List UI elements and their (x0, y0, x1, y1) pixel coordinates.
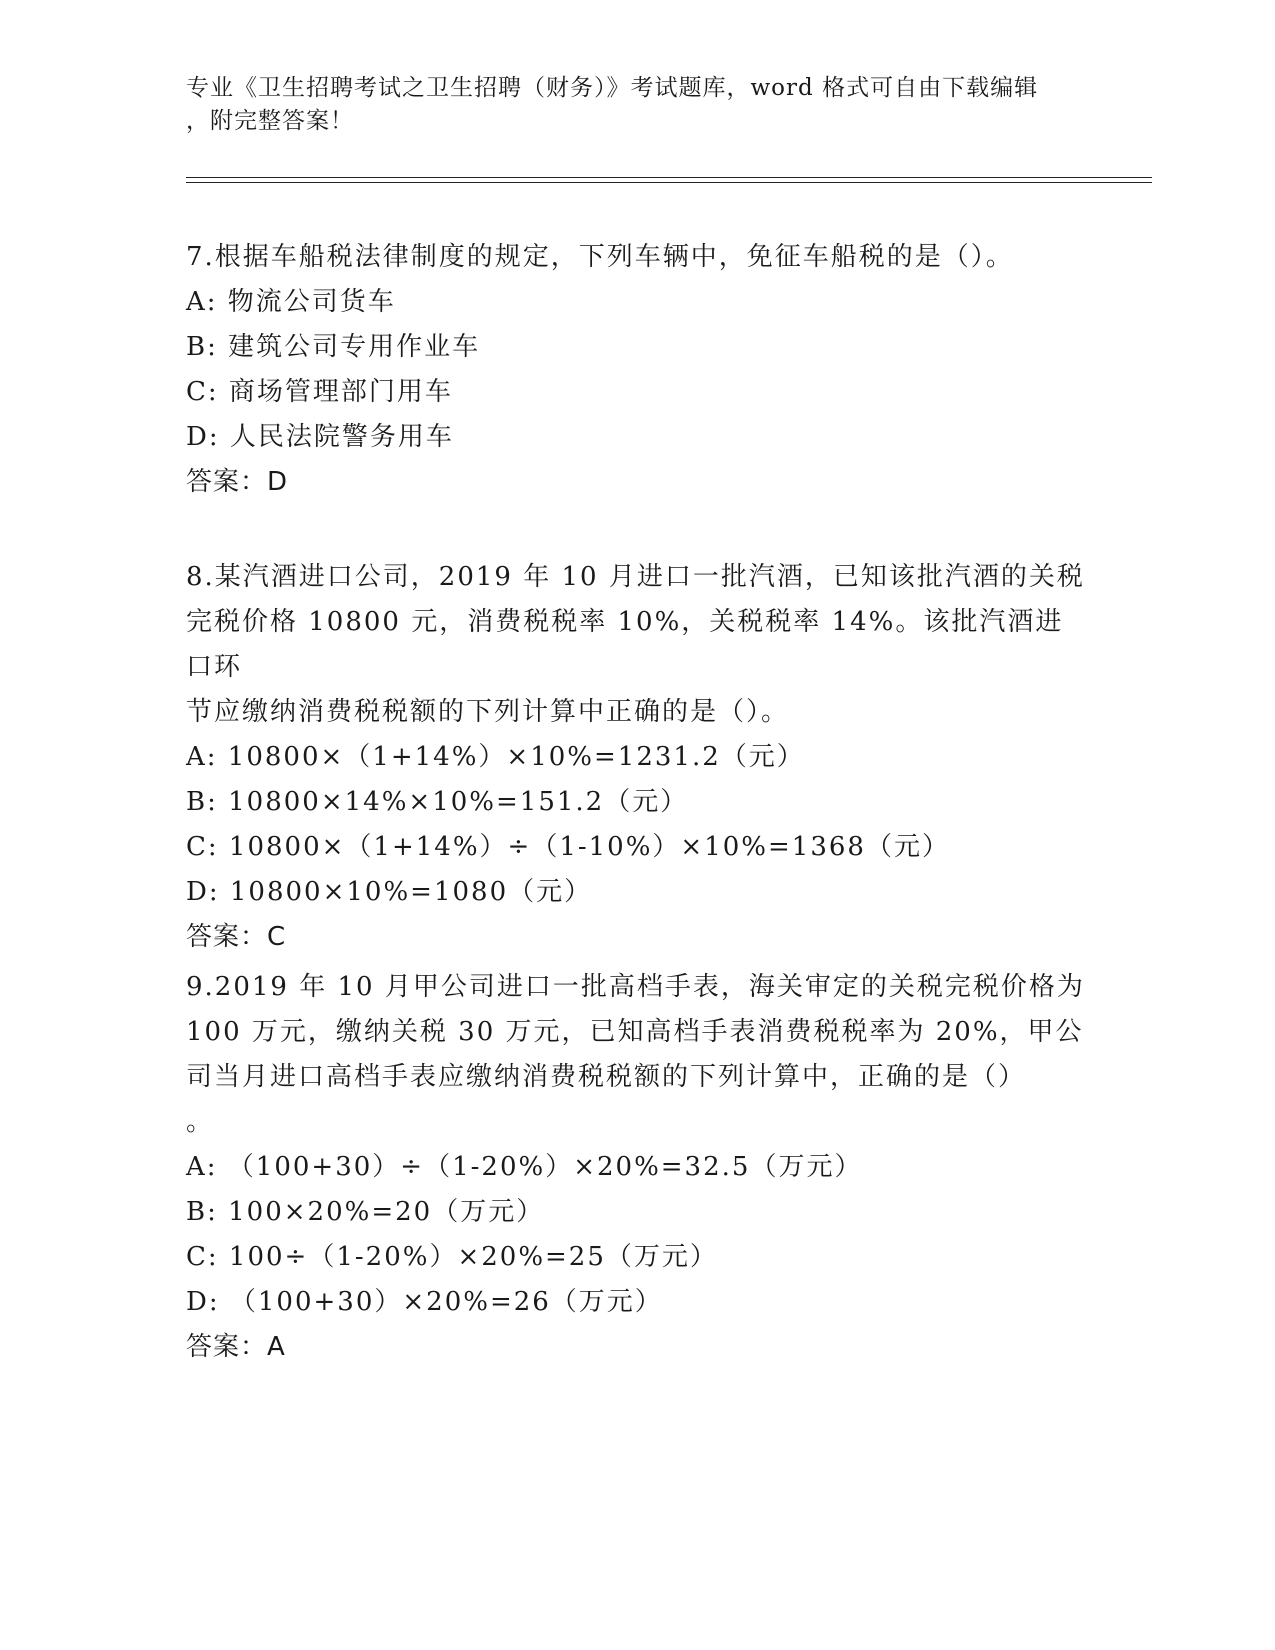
question-9 (186, 965, 1086, 1370)
question-stem: 9.2019 年 10 月甲公司进口一批高档手表，海关审定的关税完税价格为 100 万元，缴纳关税 30 万元，已知高档手表消费税税率为 20%，甲公 司当月进口高档手表应缴纳消费税税额的下列计算中，正确的是（） 。 (186, 972, 1085, 1137)
option-a: A: （100+30）÷（1-20%）×20%=32.5（万元） (186, 1152, 863, 1182)
option-d: D: 人民法院警务用车 (186, 422, 454, 452)
question-7 (186, 235, 1086, 505)
option-d: D: 10800×10%=1080（元） (186, 877, 593, 907)
question-stem: 7.根据车船税法律制度的规定，下列车辆中，免征车船税的是（）。 (186, 242, 1014, 272)
question-8 (186, 555, 1086, 960)
header-line-1: 专业《卫生招聘考试之卫生招聘（财务）》考试题库，word 格式可自由下载编辑 (186, 75, 1039, 101)
option-c: C: 100÷（1-20%）×20%=25（万元） (186, 1242, 718, 1272)
option-b: B: 100×20%=20（万元） (186, 1197, 545, 1227)
option-b: B: 10800×14%×10%=151.2（元） (186, 787, 689, 817)
header-line-2: ，附完整答案！ (186, 108, 354, 134)
option-a: A: 10800×（1+14%）×10%=1231.2（元） (186, 742, 805, 772)
option-a: A: 物流公司货车 (186, 287, 396, 317)
answer: 答案：C (186, 922, 287, 952)
question-stem: 8.某汽酒进口公司，2019 年 10 月进口一批汽酒，已知该批汽酒的关税 完税价格 10800 元，消费税税率 10%，关税税率 14%。该批汽酒进口环 节应缴纳消费税税额的下列计算中正确的是（）。 (186, 562, 1085, 727)
answer: 答案：A (186, 1332, 286, 1362)
option-d: D: （100+30）×20%=26（万元） (186, 1287, 663, 1317)
answer: 答案：D (186, 467, 289, 497)
header-divider-bottom (186, 182, 1152, 183)
option-b: B: 建筑公司专用作业车 (186, 332, 481, 362)
header-divider-top (186, 177, 1152, 178)
document-header (186, 72, 1086, 138)
option-c: C: 10800×（1+14%）÷（1-10%）×10%=1368（元） (186, 832, 950, 862)
option-c: C: 商场管理部门用车 (186, 377, 453, 407)
